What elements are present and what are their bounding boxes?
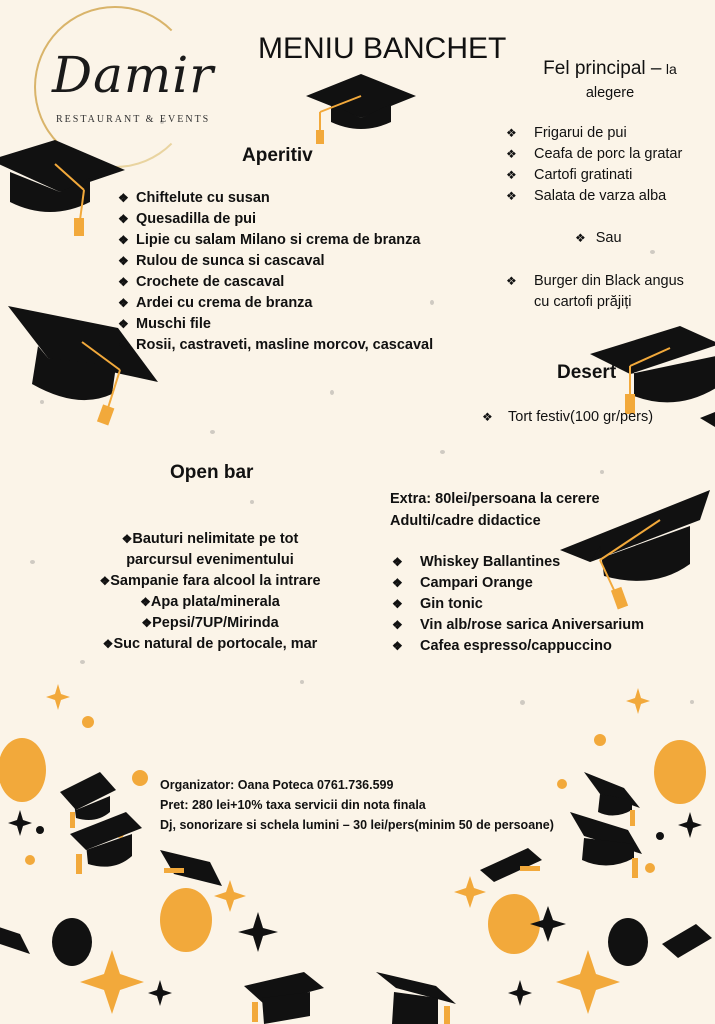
list-item: ❖ Vin alb/rose sarica Aniversarium bbox=[392, 617, 645, 633]
fel-principal-list bbox=[506, 123, 682, 207]
list-item: ❖Suc natural de portocale, mar bbox=[102, 636, 318, 652]
list-item: ❖ Salata de varza alba bbox=[506, 188, 667, 204]
list-item: ❖ Ardei cu crema de branza bbox=[118, 295, 313, 311]
list-item: ❖ Muschi file bbox=[118, 316, 211, 332]
graduation-cap-icon bbox=[0, 140, 130, 240]
alt-item: ❖ Burger din Black angus cu cartofi prăjiți bbox=[506, 273, 684, 310]
list-item: ❖ Cartofi gratinati bbox=[506, 167, 633, 183]
open-bar-list bbox=[60, 529, 360, 655]
list-item: ❖ Whiskey Ballantines bbox=[392, 554, 561, 570]
list-item: ❖ Quesadilla de pui bbox=[118, 211, 257, 227]
list-item: ❖ Frigarui de pui bbox=[506, 125, 627, 141]
desert-heading: Desert bbox=[557, 362, 617, 383]
fel-principal-heading: Fel principal – la alegere bbox=[543, 58, 677, 101]
list-item: ❖Pepsi/7UP/Mirinda bbox=[141, 615, 279, 631]
list-item: ❖ Cafea espresso/cappuccino bbox=[392, 638, 612, 654]
extra-list bbox=[392, 552, 644, 657]
graduation-cap-icon bbox=[306, 74, 416, 144]
logo-name: Damir bbox=[52, 46, 215, 104]
list-item: ❖ Gin tonic bbox=[392, 596, 483, 612]
list-item: ❖Apa plata/minerala bbox=[140, 594, 280, 610]
graduation-cap-icon bbox=[700, 410, 715, 440]
list-item: ❖ Rosii, castraveti, masline morcov, cascaval bbox=[118, 337, 434, 353]
list-item: ❖ Lipie cu salam Milano si crema de branza bbox=[118, 232, 421, 248]
list-item: ❖ Tort festiv(100 gr/pers) bbox=[482, 409, 654, 425]
list-item: ❖ Rulou de sunca si cascaval bbox=[118, 253, 325, 269]
list-item: ❖ Campari Orange bbox=[392, 575, 533, 591]
open-bar-heading: Open bar bbox=[170, 462, 254, 483]
extra-note: Extra: 80lei/persoana la cerere Adulti/cadre didactice bbox=[390, 491, 600, 529]
logo-subtitle: RESTAURANT & EVENTS bbox=[56, 114, 211, 125]
desert-list bbox=[482, 407, 653, 428]
aperitiv-heading: Aperitiv bbox=[242, 145, 313, 166]
or-separator: ❖ Sau bbox=[575, 230, 622, 246]
page-title: MENIU BANCHET bbox=[258, 32, 507, 65]
list-item: ❖ Crochete de cascaval bbox=[118, 274, 285, 290]
list-item: ❖Sampanie fara alcool la intrare bbox=[99, 573, 321, 589]
list-item: ❖ Chiftelute cu susan bbox=[118, 190, 270, 206]
list-item: ❖Bauturi nelimitate pe tot bbox=[121, 531, 299, 547]
price-info: Pret: 280 lei+10% taxa servicii din nota finala bbox=[160, 798, 426, 812]
organizer-contact: Organizator: Oana Poteca 0761.736.599 bbox=[160, 778, 394, 792]
dj-info: Dj, sonorizare si schela lumini – 30 lei/pers(minim 50 de persoane) bbox=[160, 818, 554, 832]
footer-info bbox=[160, 775, 554, 835]
list-item-continuation: parcursul evenimentului bbox=[126, 552, 294, 568]
list-item: ❖ Ceafa de porc la gratar bbox=[506, 146, 683, 162]
decoration-confetti bbox=[0, 680, 715, 1024]
aperitiv-list bbox=[118, 188, 433, 356]
